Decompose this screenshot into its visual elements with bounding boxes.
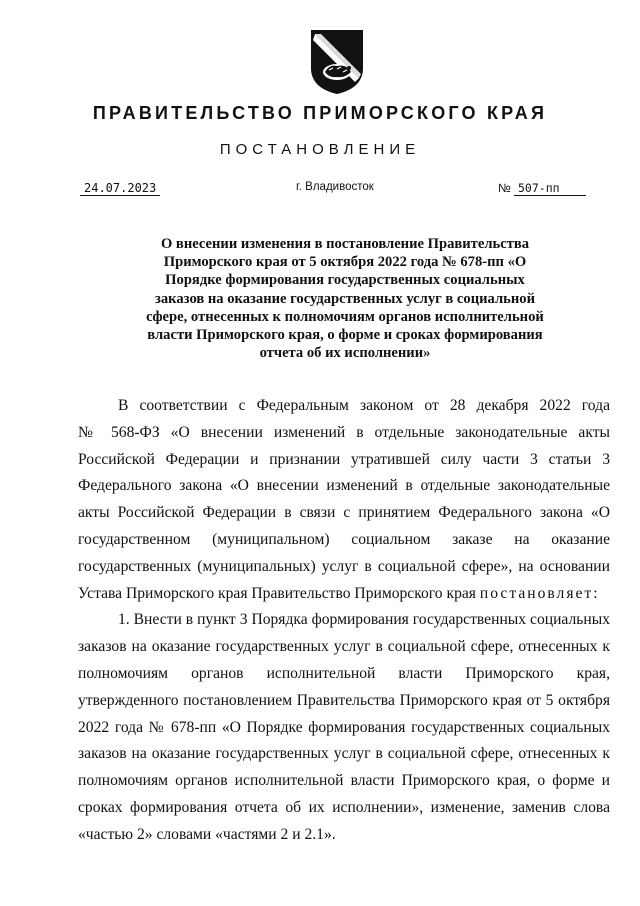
item-line: полномочиям органов исполнительной власти Приморского края, bbox=[78, 664, 610, 682]
item-line: полномочиям органов исполнительной власти Приморского края, о форме и bbox=[78, 772, 610, 790]
document-number: 507-пп bbox=[514, 181, 586, 196]
subject-line: Порядке формирования государственных социальных bbox=[165, 272, 525, 289]
item-line: утвержденного постановлением Правительства Приморского края от 5 октября bbox=[78, 691, 610, 709]
subject-line: власти Приморского края, о форме и сроках формирования bbox=[147, 327, 543, 344]
item-line: 1. Внести в пункт 3 Порядка формирования государственных социальных bbox=[118, 611, 610, 629]
preamble-line: акты Российской Федерации в связи с принятием Федерального закона «О bbox=[78, 504, 610, 522]
preamble-keyword: постановляет: bbox=[479, 584, 600, 602]
preamble-line: № 568-ФЗ «О внесении изменений в отдельные законодательные акты bbox=[78, 423, 610, 441]
organization-title: ПРАВИТЕЛЬСТВО ПРИМОРСКОГО КРАЯ bbox=[92, 103, 548, 123]
subject-line: О внесении изменения в постановление Правительства bbox=[160, 236, 530, 252]
preamble-last-line bbox=[78, 581, 610, 608]
preamble-line: государственных (муниципальных) услуг в социальной сфере», на основании bbox=[78, 557, 610, 575]
coat-of-arms-icon bbox=[307, 28, 367, 96]
document-date: 24.07.2023 bbox=[80, 181, 160, 196]
item-line: заказов на оказание государственных услуг в социальной сфере, отнесенных к bbox=[78, 638, 610, 656]
document-city: г. Владивосток bbox=[296, 181, 374, 193]
item-line: 2022 года № 678-пп «О Порядке формирования государственных социальных bbox=[78, 718, 610, 736]
subject-line: Приморского края от 5 октября 2022 года № 678-пп «О bbox=[163, 254, 527, 271]
subject-line: отчета об их исполнении» bbox=[259, 345, 431, 362]
item-line: заказов на оказание государственных услуг в социальной сфере, отнесенных к bbox=[78, 745, 610, 763]
document-body bbox=[78, 393, 610, 849]
document-number-label: № bbox=[498, 181, 511, 195]
preamble-line: Российской Федерации и признании утратившей силу части 3 статьи 3 bbox=[78, 450, 610, 468]
preamble-line: Федерального закона «О внесении изменений в отдельные законодательные bbox=[78, 477, 610, 495]
subject-line: заказов на оказание государственных услуг в социальной bbox=[155, 290, 535, 307]
item-last-line: «частью 2» словами «частями 2 и 2.1». bbox=[78, 825, 336, 843]
preamble-line: государственном (муниципальном) социальном заказе на оказание bbox=[78, 530, 610, 548]
preamble-line: В соответствии с Федеральным законом от 28 декабря 2022 года bbox=[118, 397, 610, 414]
item-line: сроках формирования отчета об их исполнении», изменение, заменив слова bbox=[78, 798, 610, 816]
document-subject bbox=[132, 235, 558, 362]
subject-line: сфере, отнесенных к полномочиям органов исполнительной bbox=[146, 308, 544, 325]
document-type: ПОСТАНОВЛЕНИЕ bbox=[219, 141, 421, 158]
preamble-text: Устава Приморского края Правительство Приморского края bbox=[78, 584, 476, 602]
